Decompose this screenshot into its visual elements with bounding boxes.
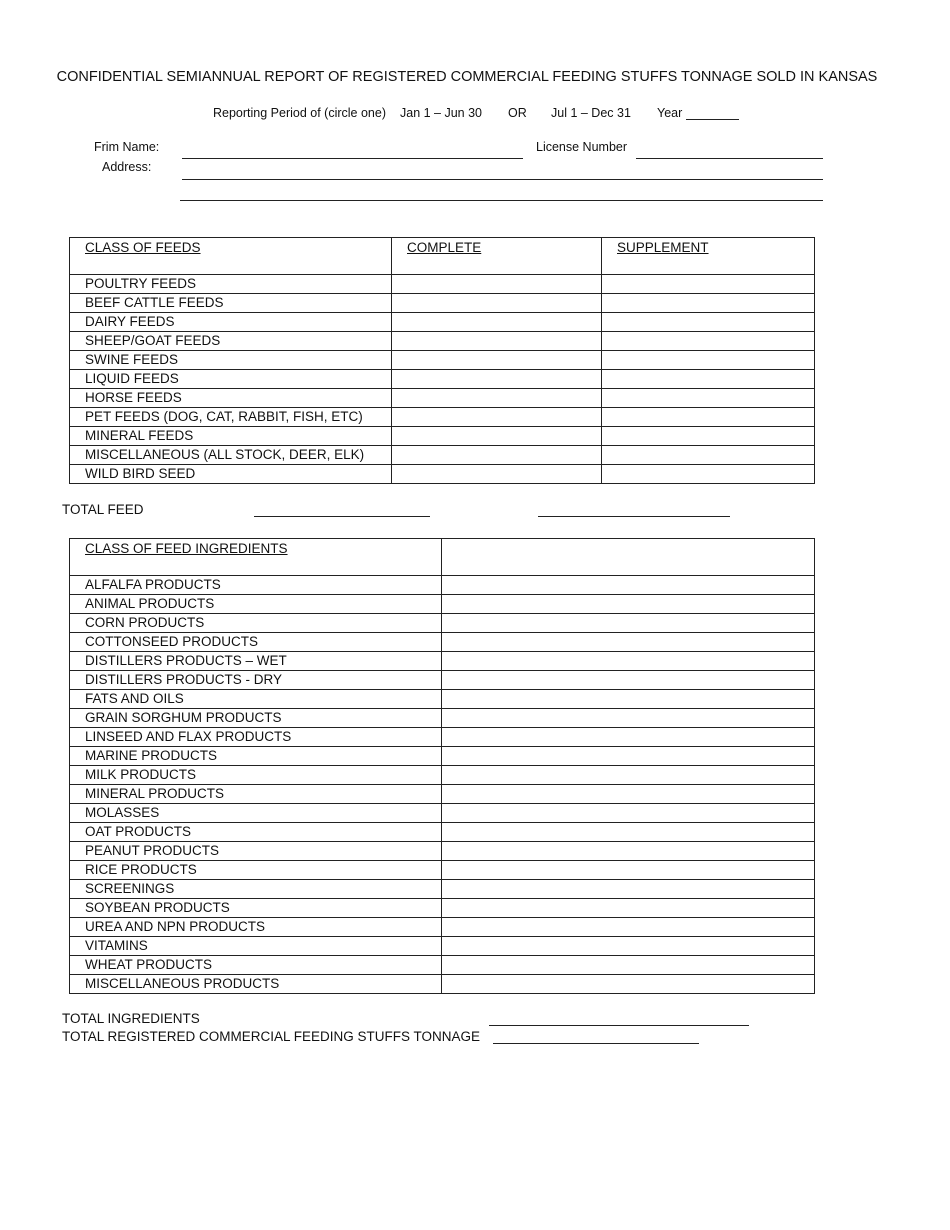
feed-row	[70, 408, 815, 427]
ingredient-class-label: DISTILLERS PRODUCTS – WET	[70, 652, 442, 671]
ingredient-row	[70, 804, 815, 823]
ingredient-class-label: ALFALFA PRODUCTS	[70, 576, 442, 595]
ingredient-class-label: MOLASSES	[70, 804, 442, 823]
feed-supplement-cell[interactable]	[602, 275, 815, 294]
year-field[interactable]	[686, 119, 739, 120]
ingredient-tonnage-cell[interactable]	[442, 766, 815, 785]
feed-complete-cell[interactable]	[392, 332, 602, 351]
total-feed-label: TOTAL FEED	[62, 502, 144, 517]
ingredient-tonnage-cell[interactable]	[442, 747, 815, 766]
feed-supplement-cell[interactable]	[602, 389, 815, 408]
ingredient-class-label: OAT PRODUCTS	[70, 823, 442, 842]
feed-class-label: BEEF CATTLE FEEDS	[70, 294, 392, 313]
ingredient-tonnage-cell[interactable]	[442, 709, 815, 728]
firm-name-label: Frim Name:	[94, 140, 160, 154]
ingredient-tonnage-cell[interactable]	[442, 614, 815, 633]
ingredients-table	[69, 538, 815, 994]
ingredient-class-label: GRAIN SORGHUM PRODUCTS	[70, 709, 442, 728]
ingredient-tonnage-cell[interactable]	[442, 880, 815, 899]
ingredient-class-label: DISTILLERS PRODUCTS - DRY	[70, 671, 442, 690]
feed-complete-cell[interactable]	[392, 427, 602, 446]
ingredient-class-label: CORN PRODUCTS	[70, 614, 442, 633]
ingredient-row	[70, 709, 815, 728]
ingredient-tonnage-cell[interactable]	[442, 899, 815, 918]
period-option-jul-dec[interactable]: Jul 1 – Dec 31	[551, 106, 631, 120]
feed-supplement-cell[interactable]	[602, 370, 815, 389]
year-label: Year	[657, 106, 683, 120]
ingredient-row	[70, 785, 815, 804]
ingredient-class-label: WHEAT PRODUCTS	[70, 956, 442, 975]
ingredient-tonnage-cell[interactable]	[442, 652, 815, 671]
ingredient-tonnage-cell[interactable]	[442, 956, 815, 975]
ingredient-class-label: PEANUT PRODUCTS	[70, 842, 442, 861]
feed-row	[70, 427, 815, 446]
ingredients-header-row	[70, 539, 815, 576]
feed-supplement-cell[interactable]	[602, 332, 815, 351]
feeds-table	[69, 237, 815, 484]
ingredient-row	[70, 899, 815, 918]
ingredient-class-label: MISCELLANEOUS PRODUCTS	[70, 975, 442, 994]
total-tonnage-field[interactable]	[493, 1043, 699, 1044]
ingredient-class-label: ANIMAL PRODUCTS	[70, 595, 442, 614]
ingredient-class-label: SOYBEAN PRODUCTS	[70, 899, 442, 918]
ingredient-tonnage-cell[interactable]	[442, 633, 815, 652]
feed-complete-cell[interactable]	[392, 294, 602, 313]
ingredient-tonnage-cell[interactable]	[442, 728, 815, 747]
class-of-feeds-header: CLASS OF FEEDS	[70, 238, 392, 275]
ingredient-row	[70, 747, 815, 766]
ingredient-class-label: SCREENINGS	[70, 880, 442, 899]
ingredient-tonnage-cell[interactable]	[442, 671, 815, 690]
license-number-label: License Number	[536, 140, 628, 154]
total-ingredients-field[interactable]	[489, 1025, 749, 1026]
feed-class-label: DAIRY FEEDS	[70, 313, 392, 332]
feed-row	[70, 465, 815, 484]
feed-class-label: SHEEP/GOAT FEEDS	[70, 332, 392, 351]
feed-row	[70, 313, 815, 332]
ingredient-tonnage-cell[interactable]	[442, 804, 815, 823]
feed-row	[70, 370, 815, 389]
total-ingredients-label: TOTAL INGREDIENTS	[62, 1011, 200, 1026]
ingredient-class-label: LINSEED AND FLAX PRODUCTS	[70, 728, 442, 747]
ingredient-row	[70, 671, 815, 690]
class-of-feed-ingredients-header: CLASS OF FEED INGREDIENTS	[70, 539, 442, 576]
feed-row	[70, 294, 815, 313]
address-field-line-1[interactable]	[182, 179, 823, 180]
ingredient-row	[70, 823, 815, 842]
ingredient-class-label: FATS AND OILS	[70, 690, 442, 709]
total-feed-supplement-field[interactable]	[538, 516, 730, 517]
feed-class-label: MINERAL FEEDS	[70, 427, 392, 446]
supplement-header: SUPPLEMENT	[602, 238, 815, 275]
address-field-line-2[interactable]	[180, 200, 823, 201]
ingredient-class-label: MILK PRODUCTS	[70, 766, 442, 785]
ingredient-row	[70, 880, 815, 899]
complete-header: COMPLETE	[392, 238, 602, 275]
feed-row	[70, 446, 815, 465]
feed-class-label: POULTRY FEEDS	[70, 275, 392, 294]
ingredient-row	[70, 633, 815, 652]
ingredient-tonnage-cell[interactable]	[442, 842, 815, 861]
total-feed-complete-field[interactable]	[254, 516, 430, 517]
ingredient-row	[70, 690, 815, 709]
feed-class-label: WILD BIRD SEED	[70, 465, 392, 484]
feed-class-label: LIQUID FEEDS	[70, 370, 392, 389]
address-label: Address:	[102, 160, 152, 174]
feed-class-label: HORSE FEEDS	[70, 389, 392, 408]
ingredient-row	[70, 937, 815, 956]
period-label: Reporting Period of (circle one)	[213, 106, 386, 120]
feed-complete-cell[interactable]	[392, 465, 602, 484]
feed-complete-cell[interactable]	[392, 408, 602, 427]
period-option-jan-jun[interactable]: Jan 1 – Jun 30	[400, 106, 483, 120]
ingredient-class-label: MARINE PRODUCTS	[70, 747, 442, 766]
ingredient-row	[70, 595, 815, 614]
feed-complete-cell[interactable]	[392, 351, 602, 370]
ingredient-tonnage-cell[interactable]	[442, 918, 815, 937]
feed-class-label: MISCELLANEOUS (ALL STOCK, DEER, ELK)	[70, 446, 392, 465]
feed-complete-cell[interactable]	[392, 389, 602, 408]
ingredient-row	[70, 918, 815, 937]
feed-row	[70, 275, 815, 294]
feed-class-label: PET FEEDS (DOG, CAT, RABBIT, FISH, ETC)	[70, 408, 392, 427]
ingredient-tonnage-cell[interactable]	[442, 595, 815, 614]
ingredient-row	[70, 842, 815, 861]
total-tonnage-label: TOTAL REGISTERED COMMERCIAL FEEDING STUFFS TONNAGE	[62, 1029, 481, 1044]
ingredient-class-label: MINERAL PRODUCTS	[70, 785, 442, 804]
feed-class-label: SWINE FEEDS	[70, 351, 392, 370]
ingredient-tonnage-cell[interactable]	[442, 861, 815, 880]
feed-supplement-cell[interactable]	[602, 465, 815, 484]
feed-complete-cell[interactable]	[392, 370, 602, 389]
ingredient-row	[70, 956, 815, 975]
feed-supplement-cell[interactable]	[602, 427, 815, 446]
feed-supplement-cell[interactable]	[602, 294, 815, 313]
ingredient-row	[70, 614, 815, 633]
feed-row	[70, 332, 815, 351]
report-title: CONFIDENTIAL SEMIANNUAL REPORT OF REGISTERED COMMERCIAL FEEDING STUFFS TONNAGE SOLD IN KANSAS	[56, 69, 878, 85]
ingredient-class-label: COTTONSEED PRODUCTS	[70, 633, 442, 652]
ingredient-tonnage-cell[interactable]	[442, 785, 815, 804]
ingredient-tonnage-cell[interactable]	[442, 823, 815, 842]
feed-supplement-cell[interactable]	[602, 351, 815, 370]
feed-supplement-cell[interactable]	[602, 446, 815, 465]
feed-complete-cell[interactable]	[392, 275, 602, 294]
feed-row	[70, 389, 815, 408]
ingredient-row	[70, 576, 815, 595]
firm-name-field[interactable]	[182, 158, 523, 159]
feed-complete-cell[interactable]	[392, 313, 602, 332]
feed-row	[70, 351, 815, 370]
ingredient-row	[70, 766, 815, 785]
feed-supplement-cell[interactable]	[602, 408, 815, 427]
ingredient-class-label: UREA AND NPN PRODUCTS	[70, 918, 442, 937]
ingredient-class-label: VITAMINS	[70, 937, 442, 956]
ingredient-row	[70, 652, 815, 671]
ingredient-tonnage-cell[interactable]	[442, 975, 815, 994]
ingredient-tonnage-cell[interactable]	[442, 690, 815, 709]
ingredient-tonnage-cell[interactable]	[442, 937, 815, 956]
period-or-text: OR	[508, 106, 527, 120]
ingredient-row	[70, 861, 815, 880]
ingredient-row	[70, 975, 815, 994]
ingredient-class-label: RICE PRODUCTS	[70, 861, 442, 880]
feed-complete-cell[interactable]	[392, 446, 602, 465]
feed-supplement-cell[interactable]	[602, 313, 815, 332]
ingredient-tonnage-cell[interactable]	[442, 576, 815, 595]
ingredient-row	[70, 728, 815, 747]
feeds-header-row	[70, 238, 815, 275]
license-number-field[interactable]	[636, 158, 823, 159]
ingredients-value-header	[442, 539, 815, 576]
